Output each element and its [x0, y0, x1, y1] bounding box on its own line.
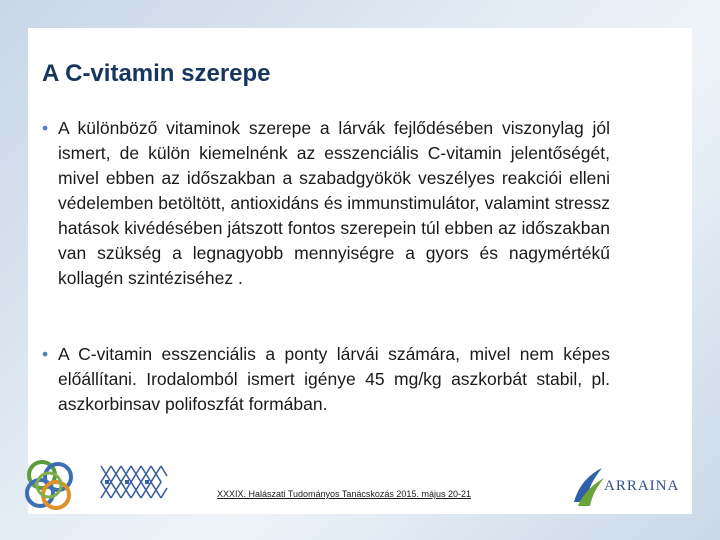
bullet-marker: • — [42, 344, 49, 364]
arraina-logo-text: ARRAINA — [604, 478, 680, 494]
lattice-logo-icon — [99, 462, 169, 502]
bullet-item-1 — [42, 116, 610, 291]
bullet-text: A C-vitamin esszenciális a ponty lárvái számára, mivel nem képes előállítani. Irodalomból ismert igénye 45 mg/kg aszkorbát stabil, pl. aszkorbinsav polifoszfát formában. — [58, 344, 610, 414]
footer-conference-link[interactable]: XXXIX. Halászati Tudományos Tanácskozás 2015. május 20-21 — [217, 489, 471, 499]
bullet-marker: • — [42, 118, 49, 138]
arraina-fish-icon — [568, 462, 608, 510]
bullet-item-2 — [42, 342, 610, 417]
bullet-text: A különböző vitaminok szerepe a lárvák fejlődésében viszonylag jól ismert, de külön kiemelnénk az esszenciális C-vitamin jelentőségét, mivel ebben az időszakban a szabadgyökök veszélyes reakciói elleni védelemben betöltött, antioxidáns és immunstimulátor, valamint stressz hatások kivédésében játszott fontos szerepein túl ebben az időszakban van szükség a legnagyobb mennyiségre a gyors és nagymértékű kollagén szintéziséhez . — [58, 118, 610, 288]
slide-title: A C-vitamin szerepe — [42, 60, 271, 87]
rings-logo-icon — [20, 455, 80, 515]
